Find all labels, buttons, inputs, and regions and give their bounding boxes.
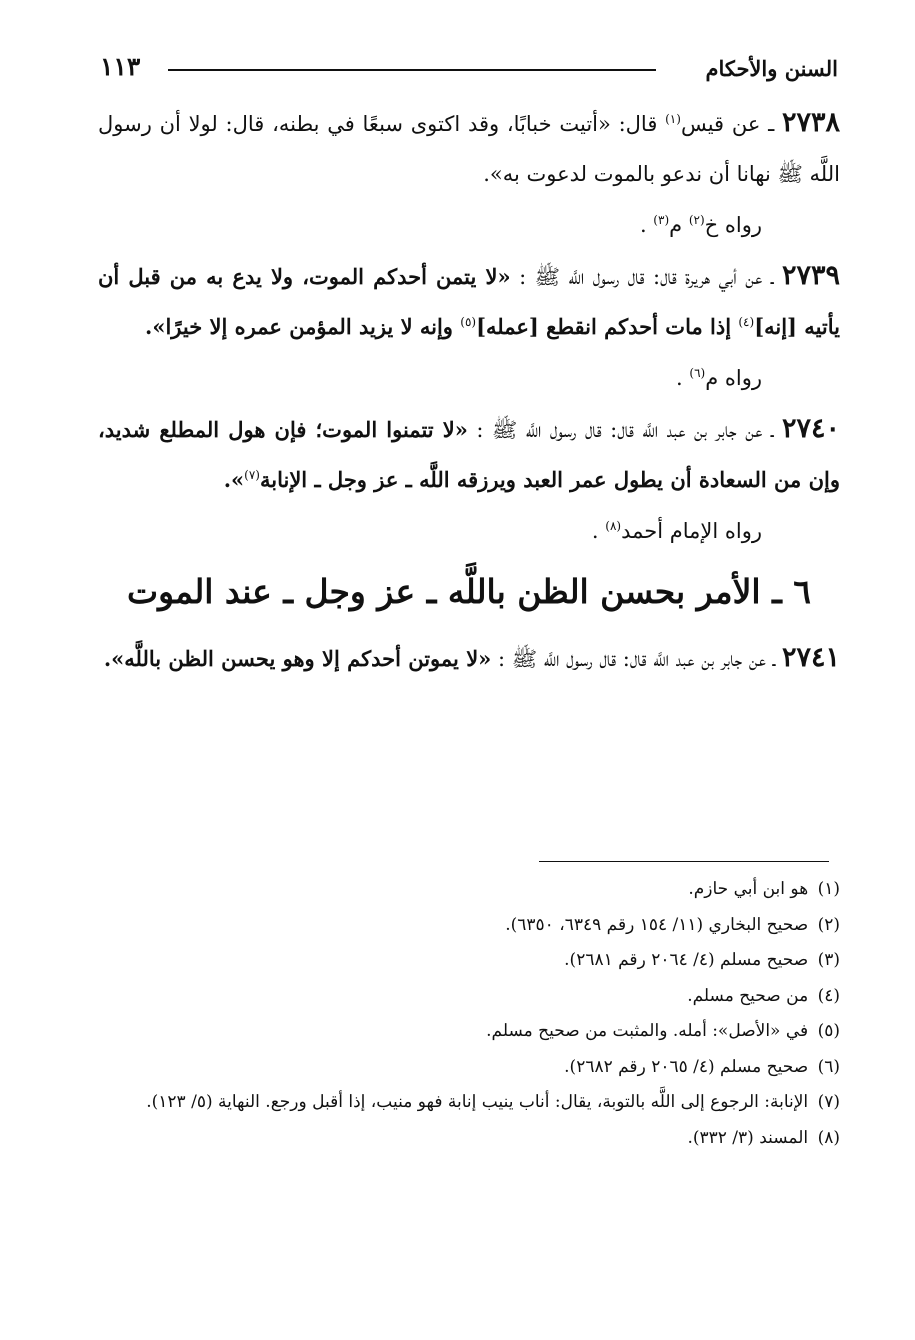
footnote-item [96, 1014, 840, 1050]
footnote-ref: (٥) [460, 315, 477, 329]
riwaya-text: . [676, 366, 690, 390]
riwaya-2740 [98, 505, 840, 557]
riwaya-text: . [591, 519, 606, 543]
footnote-text: في «الأصل»: أمله. والمثبت من صحيح مسلم. [486, 1021, 809, 1041]
footnote-ref: (٢) [688, 213, 705, 227]
riwaya-2738 [98, 199, 840, 251]
hadith-number: ٢٧٤٠ [781, 413, 840, 444]
riwaya-text: . [639, 213, 654, 237]
footnote-number: (٨) [817, 1127, 840, 1148]
footnote-number: (٥) [817, 1021, 840, 1041]
riwaya-text: رواه خ [704, 213, 762, 237]
hadith-matn: وإنه لا يزيد المؤمن عمره إلا خيرًا». [145, 314, 461, 339]
footnote-number: (٤) [817, 985, 840, 1006]
footnote-ref: (٦) [689, 366, 706, 380]
footnote-item [96, 943, 840, 979]
footnote-item [96, 1050, 840, 1086]
hadith-number: ٢٧٣٨ [781, 107, 840, 138]
footnote-ref: (١) [665, 112, 681, 126]
footnote-ref: (٨) [605, 519, 622, 533]
riwaya-text: م [669, 213, 689, 237]
footnote-separator [539, 861, 829, 862]
hadith-number: ٢٧٣٩ [781, 260, 840, 291]
main-text [98, 98, 840, 684]
footnote-ref: (٣) [653, 213, 670, 227]
header-rule [168, 69, 656, 71]
footnote-text: صحيح مسلم (٤/ ٢٠٦٥ رقم ٢٦٨٢). [564, 1056, 809, 1077]
footnote-item [96, 872, 840, 908]
footnote-text: صحيح البخاري (١١/ ١٥٤ رقم ٦٣٤٩، ٦٣٥٠). [505, 914, 809, 935]
hadith-number: ٢٧٤١ [781, 642, 840, 673]
hadith-2740 [98, 404, 840, 505]
footnote-text: هو ابن أبي حازم. [688, 879, 809, 899]
footnote-text: من صحيح مسلم. [687, 985, 809, 1006]
page-number: ١١٣ [100, 52, 141, 81]
footnote-item [96, 1085, 840, 1121]
hadith-matn: «لا تتمنوا الموت؛ فإن هول المطلع شديد، وإن من السعادة أن يطول عمر العبد ويرزقه اللَّه ـ عز وجل ـ الإنابة [98, 417, 840, 492]
footnote-ref: (٧) [244, 468, 260, 482]
footnote-text: الإنابة: الرجوع إلى اللَّه بالتوبة، يقال: أناب ينيب إنابة فهو منيب، إذا أقبل ورجع. النهاية (٥/ ١٢٣). [146, 1092, 809, 1112]
footnote-number: (٣) [817, 950, 840, 970]
footnote-number: (١) [817, 879, 840, 899]
running-title: السنن والأحكام [705, 56, 838, 81]
footnote-number: (٦) [817, 1056, 840, 1077]
hadith-matn: ». [223, 467, 245, 492]
footnote-item [96, 1121, 840, 1157]
page-header [100, 52, 838, 86]
hadith-text: ـ عن أبي هريرة قال: قال رسول اللَّه ﷺ : [510, 265, 782, 289]
footnote-item [96, 979, 840, 1015]
footnotes [96, 872, 840, 1156]
footnote-text: المسند (٣/ ٣٣٢). [687, 1127, 809, 1148]
hadith-2738 [98, 98, 840, 199]
footnote-ref: (٤) [738, 315, 755, 329]
hadith-matn: إذا مات أحدكم انقطع [عمله] [476, 314, 739, 339]
riwaya-2739 [98, 352, 840, 404]
chapter-heading: ٦ ـ الأمر بحسن الظن باللَّه ـ عز وجل ـ عند الموت [127, 572, 811, 611]
hadith-text: ـ عن جابر بن عبد اللَّه قال: قال رسول اللَّه ﷺ : [467, 418, 782, 442]
hadith-text: ـ عن جابر بن عبد اللَّه قال: قال رسول اللَّه ﷺ : [491, 647, 782, 671]
hadith-matn: «لا يتمن أحدكم الموت، ولا يدع به من قبل أن يأتيه [إنه] [98, 264, 840, 339]
hadith-text: ـ عن قيس [680, 112, 782, 136]
footnote-number: (٢) [817, 914, 840, 935]
footnote-number: (٧) [817, 1092, 840, 1112]
footnote-text: صحيح مسلم (٤/ ٢٠٦٤ رقم ٢٦٨١). [564, 950, 809, 970]
footnote-item [96, 908, 840, 944]
hadith-matn: «لا يموتن أحدكم إلا وهو يحسن الظن باللَّه». [103, 646, 492, 671]
hadith-text: قال: «أتيت خبابًا، وقد اكتوى سبعًا في بطنه، قال: لولا أن رسول اللَّه ﷺ نهانا أن ندعو بالموت لدعوت به». [98, 112, 840, 186]
hadith-2739 [98, 251, 840, 352]
riwaya-text: رواه م [705, 366, 762, 390]
riwaya-text: رواه الإمام أحمد [621, 519, 762, 543]
hadith-2741 [98, 633, 840, 684]
